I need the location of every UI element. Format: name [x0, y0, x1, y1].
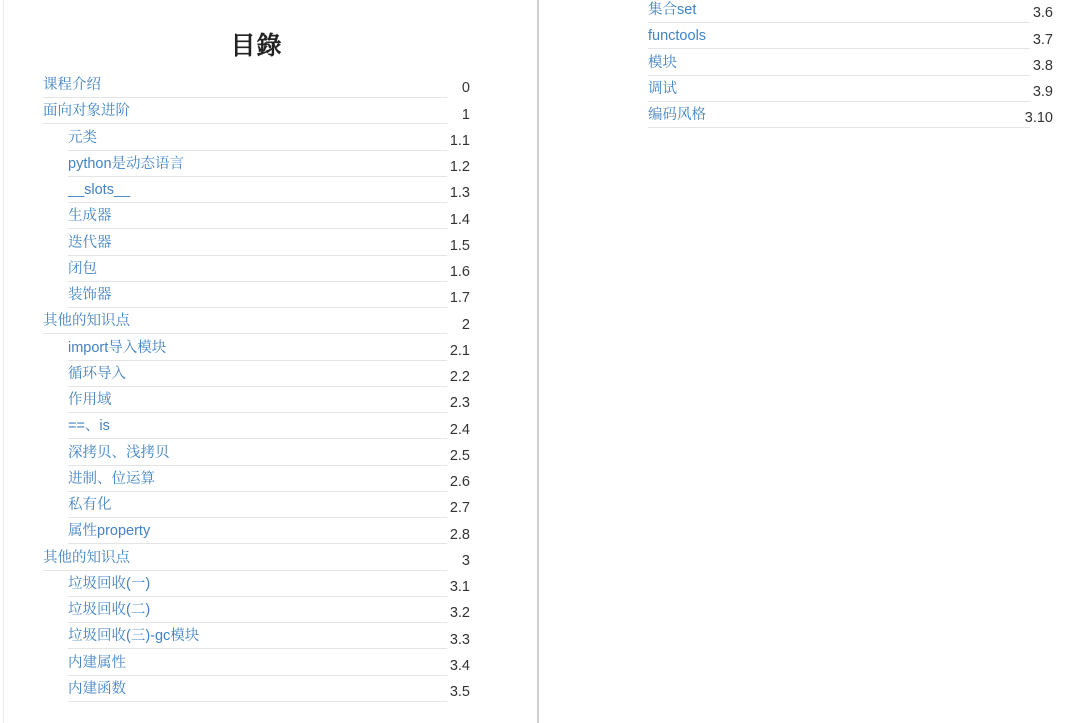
toc-entry — [43, 364, 470, 390]
leader-line — [68, 626, 447, 649]
toc-entry-link[interactable]: functools — [648, 28, 707, 45]
leader-line — [68, 390, 447, 413]
leader-line — [648, 105, 1030, 128]
toc-entry — [43, 285, 470, 311]
leader-line — [43, 311, 447, 334]
leader-line — [68, 469, 447, 492]
toc-entry — [43, 101, 470, 127]
toc-entry-link[interactable]: 内建属性 — [68, 654, 126, 671]
toc-entry-number: 2.4 — [449, 421, 470, 438]
toc-entry-link[interactable]: python是动态语言 — [68, 155, 185, 172]
toc-entry-number: 2 — [461, 316, 470, 333]
leader-line — [68, 128, 447, 151]
toc-entry — [623, 79, 1053, 105]
leader-line — [68, 521, 447, 544]
toc-entry — [43, 259, 470, 285]
leader-line — [68, 206, 447, 229]
toc-entry — [43, 390, 470, 416]
leader-line — [68, 679, 447, 702]
toc-entry-number: 1.4 — [449, 211, 470, 228]
toc-entry-link[interactable]: __slots__ — [68, 182, 131, 198]
toc-entry-number: 2.1 — [449, 342, 470, 359]
leader-line — [648, 53, 1030, 76]
toc-entry-link[interactable]: 迭代器 — [68, 234, 112, 251]
page-title: 目錄 — [230, 32, 283, 60]
toc-entry-link[interactable]: 元类 — [68, 129, 97, 146]
leader-line — [68, 364, 447, 387]
leader-line — [43, 548, 447, 571]
toc-entry-link[interactable]: 循环导入 — [68, 365, 126, 382]
toc-entry-number: 1.3 — [449, 185, 470, 202]
toc-entry-link[interactable]: 面向对象进阶 — [43, 103, 130, 120]
leader-line — [648, 0, 1030, 23]
toc-entry-link[interactable]: 私有化 — [68, 497, 112, 513]
toc-entry-number: 2.2 — [449, 369, 470, 385]
toc-entry-link[interactable]: 内建函数 — [68, 680, 126, 697]
toc-entry-link[interactable]: 垃圾回收(二) — [68, 602, 151, 618]
toc-entry — [43, 548, 470, 574]
toc-entry-link[interactable]: 编码风格 — [648, 107, 706, 123]
toc-entry-link[interactable]: 课程介绍 — [43, 77, 101, 93]
leader-line — [68, 600, 447, 623]
toc-entry-link[interactable]: 其他的知识点 — [43, 549, 130, 566]
leader-line — [68, 233, 447, 256]
toc-entry-number: 1.6 — [449, 264, 470, 280]
toc-entry-number: 2.6 — [449, 474, 470, 490]
toc-entry — [43, 154, 470, 180]
toc-entry — [43, 495, 470, 521]
toc-entry — [43, 128, 470, 154]
leader-line — [68, 443, 447, 466]
leader-line — [68, 285, 447, 308]
leader-line — [68, 180, 447, 203]
toc-entry — [43, 679, 470, 705]
toc-entry-number: 3.5 — [449, 684, 470, 700]
toc-entry-number: 1 — [461, 106, 470, 123]
leader-line — [43, 75, 447, 98]
toc-entry-link[interactable]: 其他的知识点 — [43, 313, 130, 330]
toc-entry — [623, 105, 1053, 131]
toc-entry — [43, 521, 470, 547]
toc-entry-link[interactable]: 作用域 — [68, 392, 112, 408]
toc-entry-number: 3.1 — [449, 579, 470, 595]
toc-column-left — [43, 0, 470, 705]
toc-entry-number: 3 — [461, 552, 470, 569]
toc-entry-number: 3.7 — [1032, 31, 1053, 48]
toc-entry-number: 2.8 — [449, 526, 470, 543]
toc-entry — [43, 311, 470, 337]
toc-entry-number: 2.7 — [449, 500, 470, 517]
toc-entry — [43, 469, 470, 495]
toc-entry-number: 3.2 — [449, 605, 470, 622]
toc-entry-link[interactable]: 闭包 — [68, 260, 97, 277]
leader-line — [648, 26, 1030, 49]
leader-line — [68, 495, 447, 518]
toc-entry — [623, 53, 1053, 79]
toc-list-right — [623, 0, 1053, 131]
leader-line — [68, 653, 447, 676]
toc-entry — [623, 0, 1053, 26]
toc-entry-number: 3.10 — [1024, 110, 1053, 127]
toc-entry-link[interactable]: 模块 — [648, 54, 677, 71]
leader-line — [68, 574, 447, 597]
toc-entry-link[interactable]: 装饰器 — [68, 287, 112, 303]
toc-entry-number: 0 — [461, 80, 470, 97]
leader-line — [648, 79, 1030, 102]
toc-entry — [43, 338, 470, 364]
toc-entry — [43, 180, 470, 206]
toc-entry-link[interactable]: 深拷贝、浅拷贝 — [68, 444, 170, 461]
toc-entry-link[interactable]: 属性property — [68, 523, 151, 540]
leader-line — [68, 338, 447, 361]
toc-entry-number: 3.6 — [1032, 5, 1053, 22]
toc-entry — [43, 233, 470, 259]
toc-entry-link[interactable]: 生成器 — [68, 208, 112, 225]
toc-entry — [43, 206, 470, 232]
toc-entry-link[interactable]: 调试 — [648, 80, 677, 97]
toc-entry-link[interactable]: ==、is — [68, 418, 110, 435]
toc-entry-number: 1.1 — [449, 132, 470, 149]
leader-line — [68, 154, 447, 177]
toc-entry-number: 3.8 — [1032, 57, 1053, 74]
toc-column-right — [623, 0, 1053, 131]
toc-entry — [43, 416, 470, 442]
toc-entry — [43, 653, 470, 679]
toc-entry-link[interactable]: 集合set — [648, 2, 697, 18]
toc-entry-number: 1.7 — [449, 290, 470, 307]
toc-entry-link[interactable]: import导入模块 — [68, 339, 167, 356]
toc-entry-number: 1.2 — [449, 159, 470, 175]
toc-entry-number: 3.9 — [1032, 84, 1053, 100]
toc-list-left — [43, 75, 470, 705]
toc-entry — [623, 26, 1053, 52]
leader-line — [43, 101, 447, 124]
toc-entry-number: 2.3 — [449, 395, 470, 412]
toc-entry-link[interactable]: 垃圾回收(一) — [68, 575, 151, 592]
toc-entry-number: 3.3 — [449, 631, 470, 648]
toc-entry — [43, 443, 470, 469]
toc-entry — [43, 600, 470, 626]
toc-entry-link[interactable]: 进制、位运算 — [68, 470, 155, 487]
toc-entry-link[interactable]: 垃圾回收(三)-gc模块 — [68, 628, 200, 645]
toc-entry-number: 2.5 — [449, 447, 470, 464]
toc-entry — [43, 574, 470, 600]
toc-entry-number: 3.4 — [449, 657, 470, 674]
leader-line — [68, 259, 447, 282]
toc-entry — [43, 75, 470, 101]
toc-entry — [43, 626, 470, 652]
leader-line — [68, 416, 447, 439]
toc-entry-number: 1.5 — [449, 237, 470, 254]
page-left-edge-line — [3, 0, 4, 723]
column-divider — [537, 0, 539, 723]
